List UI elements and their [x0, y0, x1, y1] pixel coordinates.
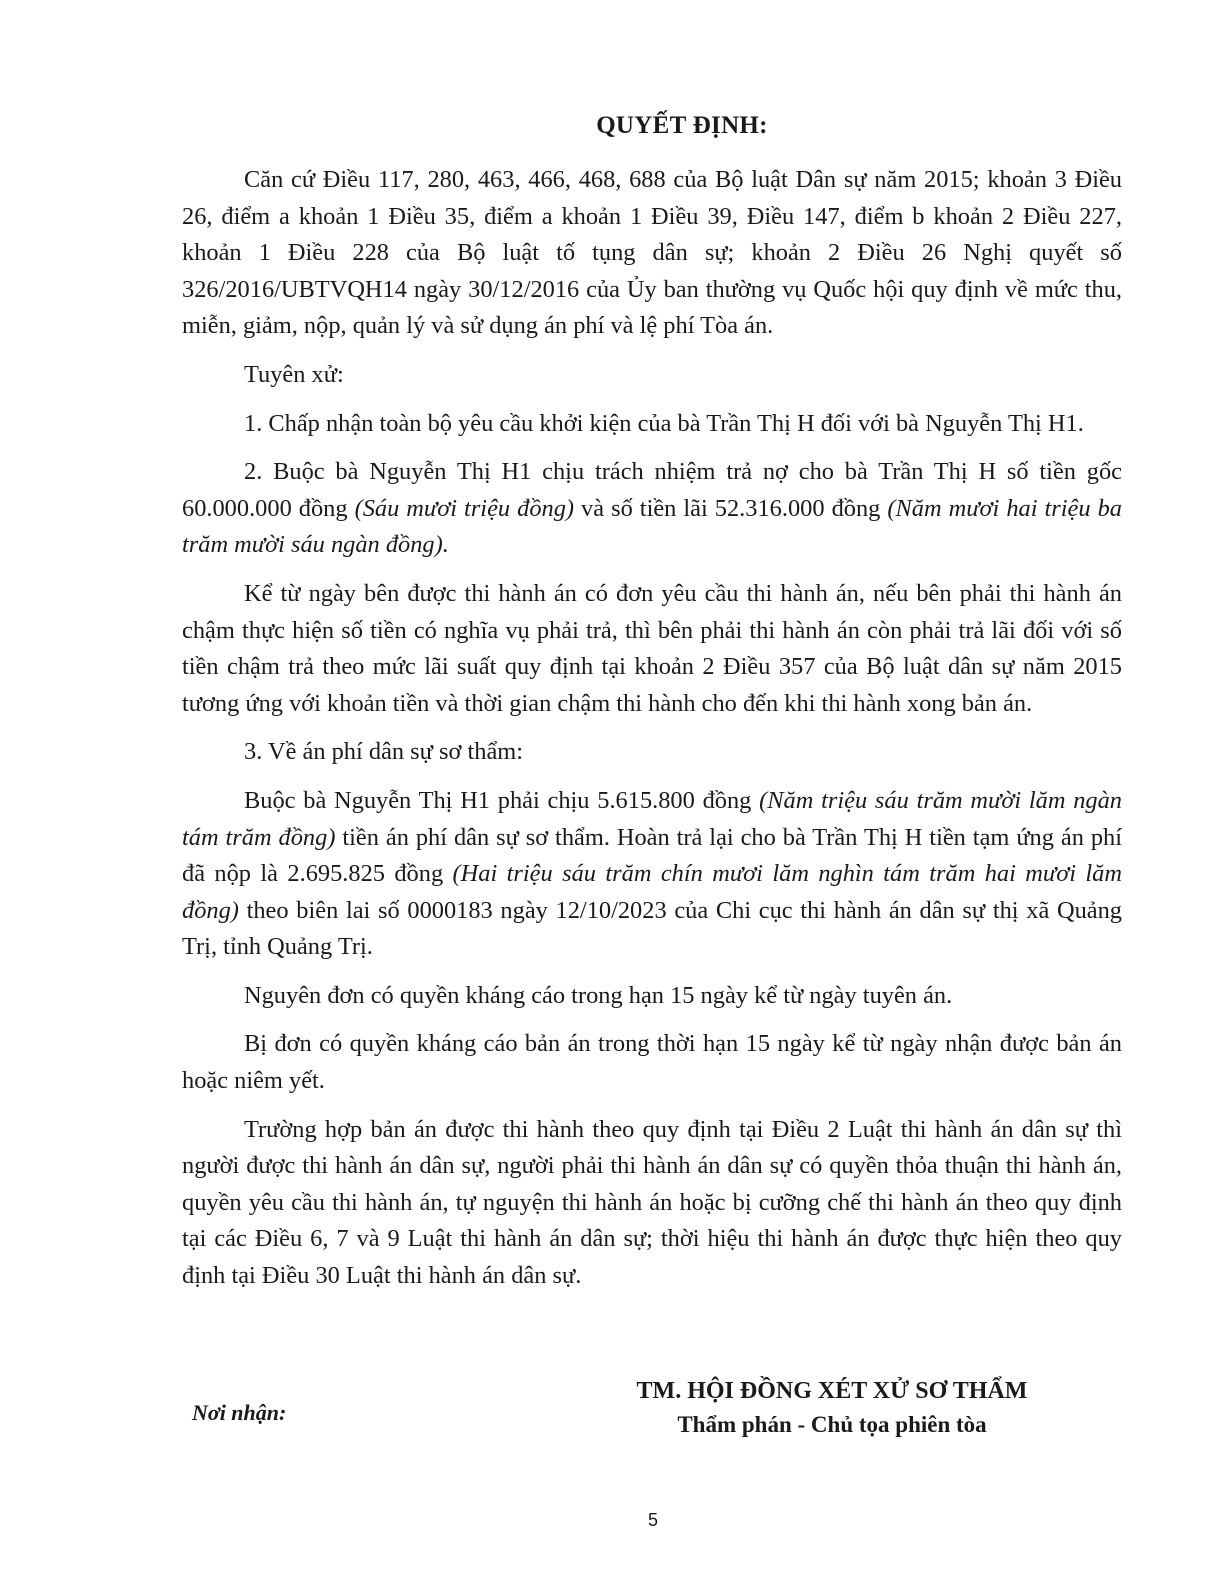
decision-body: [182, 162, 1122, 1307]
verdict-item-2-text-c: và số tiền lãi 52.316.000 đồng: [574, 494, 888, 522]
legal-basis-paragraph: Căn cứ Điều 117, 280, 463, 466, 468, 688 của Bộ luật Dân sự năm 2015; khoản 3 Điều 26, điểm a khoản 1 Điều 35, điểm a khoản 1 Điều 39, Điều 147, điểm b khoản 2 Điều 227, khoản 1 Điều 228 của Bộ luật tố tụng dân sự; khoản 2 Điều 26 Nghị quyết số 326/2016/UBTVQH14 ngày 30/12/2016 của Ủy ban thường vụ Quốc hội quy định về mức thu, miễn, giảm, nộp, quản lý và sử dụng án phí và lệ phí Tòa án.: [182, 166, 1122, 340]
page-number: 5: [647, 1510, 658, 1530]
court-fee-in-words: (Năm triệu sáu trăm mười lăm ngàn tám trăm đồng): [182, 786, 1122, 851]
defendant-appeal-paragraph: Bị đơn có quyền kháng cáo bản án trong thời hạn 15 ngày kể từ ngày nhận được bản án hoặc niêm yết.: [182, 1030, 1122, 1095]
enforcement-paragraph: Trường hợp bản án được thi hành theo quy định tại Điều 2 Luật thi hành án dân sự thì người được thi hành án dân sự, người phải thi hành án dân sự có quyền thỏa thuận thi hành án, quyền yêu cầu thi hành án, tự nguyện thi hành án hoặc bị cưỡng chế thi hành án theo quy định tại các Điều 6, 7 và 9 Luật thi hành án dân sự; thời hiệu thi hành án được thực hiện theo quy định tại Điều 30 Luật thi hành án dân sự.: [182, 1115, 1122, 1290]
advance-fee-in-words: (Hai triệu sáu trăm chín mươi lăm nghìn tám trăm hai mươi lăm đồng): [182, 860, 1122, 924]
plaintiff-appeal-paragraph: Nguyên đơn có quyền kháng cáo trong hạn 15 ngày kể từ ngày tuyên án.: [244, 981, 953, 1009]
signature-title: TM. HỘI ĐỒNG XÉT XỬ SƠ THẨM: [636, 1378, 1028, 1404]
court-fee-text-a: Buộc bà Nguyễn Thị H1 phải chịu 5.615.800 đồng: [244, 786, 760, 814]
verdict-label: Tuyên xử:: [244, 360, 344, 388]
verdict-item-3: 3. Về án phí dân sự sơ thẩm:: [244, 738, 524, 766]
decision-heading: QUYẾT ĐỊNH:: [596, 112, 768, 139]
court-fee-paragraph: [182, 783, 1122, 966]
court-fee-text-e: theo biên lai số 0000183 ngày 12/10/2023 của Chi cục thi hành án dân sự thị xã Quảng Trị, tỉnh Quảng Trị.: [182, 896, 1122, 961]
court-fee-text-c: tiền án phí dân sự sơ thẩm. Hoàn trả lại cho bà Trần Thị H tiền tạm ứng án phí đã nộp là 2.695.825 đồng: [182, 823, 1122, 888]
signature-block: [600, 1374, 1064, 1442]
recipients-label: Nơi nhận:: [192, 1400, 287, 1425]
verdict-item-2-text-a: 2. Buộc bà Nguyễn Thị H1 chịu trách nhiệm trả nợ cho bà Trần Thị H số tiền gốc 60.000.000 đồng: [182, 458, 1122, 522]
principal-amount-in-words: (Sáu mươi triệu đồng): [354, 494, 575, 522]
verdict-item-1: 1. Chấp nhận toàn bộ yêu cầu khởi kiện của bà Trần Thị H đối với bà Nguyễn Thị H1.: [244, 409, 1084, 437]
interest-amount-in-words: (Năm mươi hai triệu ba trăm mười sáu ngàn đồng).: [182, 494, 1122, 559]
signature-role: Thẩm phán - Chủ tọa phiên tòa: [677, 1412, 987, 1437]
late-payment-interest-paragraph: Kể từ ngày bên được thi hành án có đơn yêu cầu thi hành án, nếu bên phải thi hành án chậm thực hiện số tiền có nghĩa vụ phải trả, thì bên phải thi hành án còn phải trả lãi đối với số tiền chậm trả theo mức lãi suất quy định tại khoản 2 Điều 357 của Bộ luật dân sự năm 2015 tương ứng với khoản tiền và thời gian chậm thi hành cho đến khi thi hành xong bản án.: [182, 579, 1122, 717]
verdict-item-2: [182, 454, 1122, 564]
